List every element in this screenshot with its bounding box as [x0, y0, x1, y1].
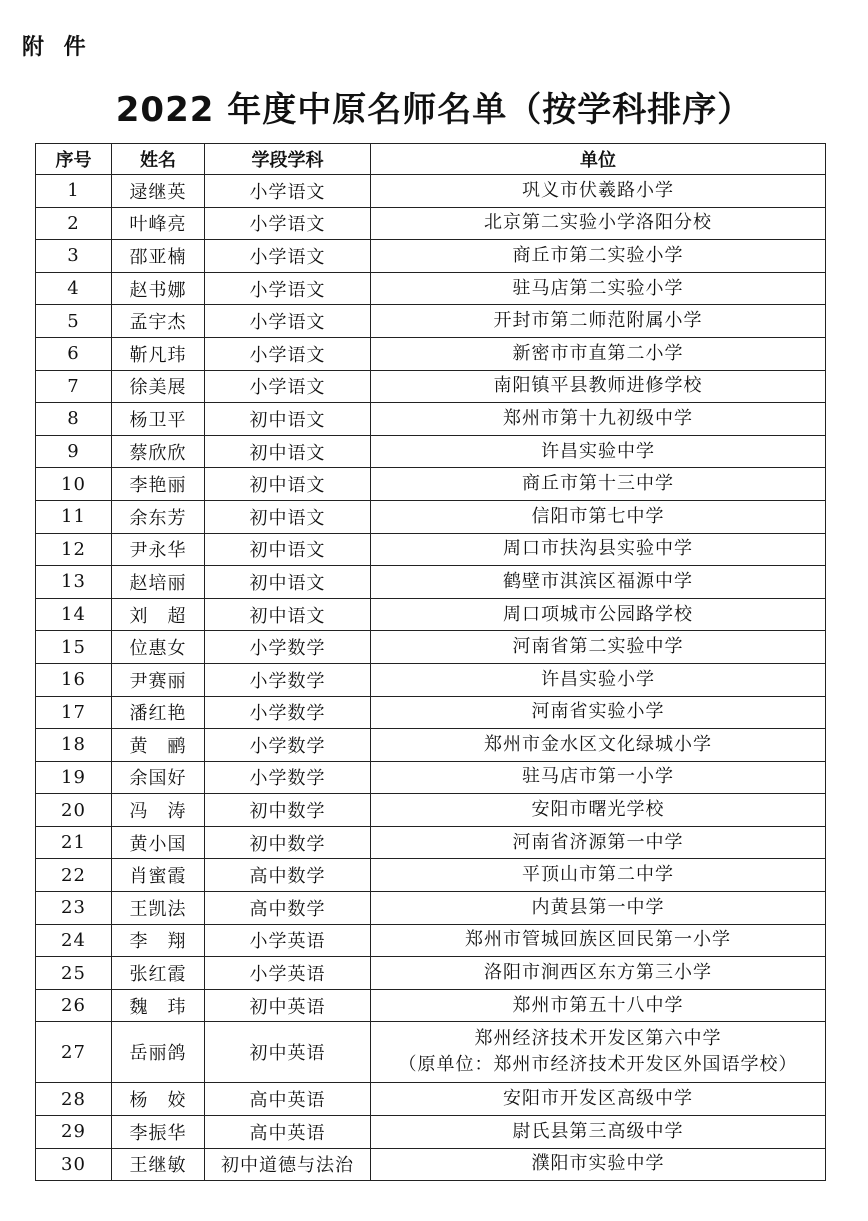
unit-cell: [371, 1116, 826, 1149]
unit-cell: [371, 729, 826, 762]
table-row: [36, 989, 826, 1022]
table-row: [36, 598, 826, 631]
teacher-name-cell: 赵培丽: [112, 566, 205, 599]
teacher-name-cell: 魏 玮: [112, 989, 205, 1022]
subject-cell: 高中数学: [205, 892, 371, 925]
unit-cell: [371, 1083, 826, 1116]
unit-cell: [371, 500, 826, 533]
unit-cell: [371, 370, 826, 403]
unit-cell: [371, 794, 826, 827]
row-number-cell: 22: [36, 859, 112, 892]
unit-line: 郑州市第五十八中学: [512, 994, 684, 1016]
row-number-cell: 8: [36, 403, 112, 436]
unit-cell: [371, 175, 826, 208]
subject-cell: 小学语文: [205, 272, 371, 305]
unit-line: 商丘市第二实验小学: [512, 244, 684, 266]
unit-line: 商丘市第十三中学: [522, 473, 674, 495]
unit-cell: [371, 207, 826, 240]
row-number-cell: 16: [36, 663, 112, 696]
table-row: [36, 500, 826, 533]
unit-line: 郑州市管城回族区回民第一小学: [465, 929, 731, 951]
table-row: [36, 696, 826, 729]
row-number-cell: 7: [36, 370, 112, 403]
teacher-name-cell: 叶峰亮: [112, 207, 205, 240]
teacher-name-cell: 徐美展: [112, 370, 205, 403]
table-row: [36, 729, 826, 762]
subject-cell: 小学语文: [205, 207, 371, 240]
row-number-cell: 6: [36, 337, 112, 370]
row-number-cell: 23: [36, 892, 112, 925]
unit-line: 南阳镇平县教师进修学校: [493, 375, 703, 397]
unit-line: 郑州市金水区文化绿城小学: [484, 733, 712, 755]
teacher-name-cell: 刘 超: [112, 598, 205, 631]
unit-cell: [371, 240, 826, 273]
table-row: [36, 631, 826, 664]
table-row: [36, 1022, 826, 1083]
subject-cell: 小学数学: [205, 631, 371, 664]
row-number-cell: 5: [36, 305, 112, 338]
row-number-cell: 25: [36, 957, 112, 990]
unit-line: 平顶山市第二中学: [522, 864, 674, 886]
row-number-cell: 21: [36, 826, 112, 859]
table-row: [36, 403, 826, 436]
table-row: [36, 859, 826, 892]
unit-cell: [371, 435, 826, 468]
table-row: [36, 892, 826, 925]
table-row: [36, 175, 826, 208]
unit-line: 郑州市第十九初级中学: [503, 407, 693, 429]
row-number-cell: 12: [36, 533, 112, 566]
row-number-cell: 24: [36, 924, 112, 957]
unit-line: 开封市第二师范附属小学: [493, 310, 703, 332]
subject-cell: 初中英语: [205, 989, 371, 1022]
unit-cell: [371, 337, 826, 370]
subject-cell: 小学语文: [205, 240, 371, 273]
table-body: [36, 175, 826, 1181]
teacher-name-cell: 李振华: [112, 1116, 205, 1149]
unit-line: 巩义市伏羲路小学: [522, 179, 674, 201]
row-number-cell: 19: [36, 761, 112, 794]
unit-line: （原单位：郑州市经济技术开发区外国语学校）: [398, 1054, 798, 1076]
teacher-name-cell: 尹永华: [112, 533, 205, 566]
table-row: [36, 240, 826, 273]
subject-cell: 小学语文: [205, 337, 371, 370]
teacher-name-cell: 蔡欣欣: [112, 435, 205, 468]
row-number-cell: 20: [36, 794, 112, 827]
unit-line: 内黄县第一中学: [531, 896, 665, 918]
subject-cell: 小学数学: [205, 761, 371, 794]
unit-line: 安阳市开发区高级中学: [503, 1088, 693, 1110]
row-number-cell: 11: [36, 500, 112, 533]
subject-cell: 高中英语: [205, 1116, 371, 1149]
teacher-name-cell: 王继敏: [112, 1148, 205, 1181]
table-row: [36, 305, 826, 338]
subject-cell: 初中语文: [205, 468, 371, 501]
unit-cell: [371, 1148, 826, 1181]
unit-cell: [371, 826, 826, 859]
unit-line: 驻马店第二实验小学: [512, 277, 684, 299]
row-number-cell: 14: [36, 598, 112, 631]
teacher-name-cell: 李 翔: [112, 924, 205, 957]
teacher-name-cell: 位惠女: [112, 631, 205, 664]
teacher-name-cell: 肖蜜霞: [112, 859, 205, 892]
unit-cell: [371, 859, 826, 892]
table-row: [36, 370, 826, 403]
teacher-name-cell: 余国好: [112, 761, 205, 794]
unit-cell: [371, 272, 826, 305]
teacher-name-cell: 杨 姣: [112, 1083, 205, 1116]
unit-line: 新密市市直第二小学: [512, 342, 684, 364]
row-number-cell: 10: [36, 468, 112, 501]
subject-cell: 初中数学: [205, 794, 371, 827]
teacher-name-cell: 杨卫平: [112, 403, 205, 436]
subject-cell: 初中英语: [205, 1022, 371, 1083]
subject-cell: 小学英语: [205, 924, 371, 957]
subject-cell: 小学语文: [205, 175, 371, 208]
unit-line: 郑州经济技术开发区第六中学: [474, 1028, 722, 1050]
subject-cell: 小学语文: [205, 305, 371, 338]
table-row: [36, 207, 826, 240]
teacher-name-cell: 王凯法: [112, 892, 205, 925]
unit-line: 周口市扶沟县实验中学: [503, 538, 693, 560]
unit-line: 周口项城市公园路学校: [503, 603, 693, 625]
column-header-name: 姓名: [112, 144, 205, 175]
teacher-name-cell: 赵书娜: [112, 272, 205, 305]
unit-line: 驻马店市第一小学: [522, 766, 674, 788]
unit-cell: [371, 924, 826, 957]
teacher-name-cell: 逯继英: [112, 175, 205, 208]
row-number-cell: 3: [36, 240, 112, 273]
teacher-name-cell: 张红霞: [112, 957, 205, 990]
column-header-number: 序号: [36, 144, 112, 175]
table-header-row: [36, 144, 826, 175]
row-number-cell: 27: [36, 1022, 112, 1083]
row-number-cell: 1: [36, 175, 112, 208]
unit-line: 安阳市曙光学校: [531, 799, 665, 821]
unit-cell: [371, 533, 826, 566]
row-number-cell: 17: [36, 696, 112, 729]
row-number-cell: 15: [36, 631, 112, 664]
teacher-name-cell: 黄 鹂: [112, 729, 205, 762]
table-row: [36, 468, 826, 501]
teacher-name-cell: 岳丽鸽: [112, 1022, 205, 1083]
teacher-name-cell: 邵亚楠: [112, 240, 205, 273]
subject-cell: 初中数学: [205, 826, 371, 859]
subject-cell: 小学数学: [205, 729, 371, 762]
row-number-cell: 26: [36, 989, 112, 1022]
table-row: [36, 924, 826, 957]
teacher-roster-table: [35, 143, 826, 1181]
subject-cell: 高中英语: [205, 1083, 371, 1116]
subject-cell: 初中语文: [205, 598, 371, 631]
table-row: [36, 761, 826, 794]
unit-line: 濮阳市实验中学: [531, 1153, 665, 1175]
subject-cell: 初中道德与法治: [205, 1148, 371, 1181]
unit-cell: [371, 1022, 826, 1083]
unit-cell: [371, 989, 826, 1022]
document-title: 2022 年度中原名师名单（按学科排序）: [115, 90, 753, 130]
unit-line: 尉氏县第三高级中学: [512, 1120, 684, 1142]
subject-cell: 小学语文: [205, 370, 371, 403]
unit-line: 鹤壁市淇滨区福源中学: [503, 570, 693, 592]
table-row: [36, 533, 826, 566]
unit-cell: [371, 761, 826, 794]
row-number-cell: 9: [36, 435, 112, 468]
teacher-name-cell: 黄小国: [112, 826, 205, 859]
unit-cell: [371, 631, 826, 664]
table-row: [36, 957, 826, 990]
table-row: [36, 826, 826, 859]
teacher-name-cell: 潘红艳: [112, 696, 205, 729]
unit-line: 北京第二实验小学洛阳分校: [484, 212, 712, 234]
unit-line: 信阳市第七中学: [531, 505, 665, 527]
subject-cell: 小学英语: [205, 957, 371, 990]
row-number-cell: 4: [36, 272, 112, 305]
subject-cell: 初中语文: [205, 403, 371, 436]
table-row: [36, 272, 826, 305]
teacher-name-cell: 冯 涛: [112, 794, 205, 827]
unit-line: 洛阳市涧西区东方第三小学: [484, 962, 712, 984]
table-row: [36, 663, 826, 696]
table-row: [36, 337, 826, 370]
table-row: [36, 1083, 826, 1116]
teacher-name-cell: 余东芳: [112, 500, 205, 533]
row-number-cell: 28: [36, 1083, 112, 1116]
unit-cell: [371, 598, 826, 631]
unit-cell: [371, 468, 826, 501]
unit-cell: [371, 566, 826, 599]
subject-cell: 小学数学: [205, 696, 371, 729]
unit-cell: [371, 696, 826, 729]
row-number-cell: 2: [36, 207, 112, 240]
table-row: [36, 1148, 826, 1181]
row-number-cell: 18: [36, 729, 112, 762]
table-row: [36, 1116, 826, 1149]
attachment-label: 附 件: [22, 35, 92, 60]
table-row: [36, 794, 826, 827]
unit-line: 河南省实验小学: [531, 701, 665, 723]
unit-line: 河南省第二实验中学: [512, 636, 684, 658]
unit-line: 许昌实验小学: [541, 668, 655, 690]
column-header-unit: 单位: [371, 144, 826, 175]
subject-cell: 初中语文: [205, 500, 371, 533]
unit-cell: [371, 892, 826, 925]
table-row: [36, 435, 826, 468]
subject-cell: 小学数学: [205, 663, 371, 696]
unit-cell: [371, 663, 826, 696]
row-number-cell: 29: [36, 1116, 112, 1149]
column-header-subject: 学段学科: [205, 144, 371, 175]
teacher-name-cell: 孟宇杰: [112, 305, 205, 338]
subject-cell: 初中语文: [205, 435, 371, 468]
subject-cell: 高中数学: [205, 859, 371, 892]
subject-cell: 初中语文: [205, 533, 371, 566]
teacher-name-cell: 李艳丽: [112, 468, 205, 501]
teacher-name-cell: 尹赛丽: [112, 663, 205, 696]
unit-line: 许昌实验中学: [541, 440, 655, 462]
unit-cell: [371, 957, 826, 990]
unit-cell: [371, 403, 826, 436]
row-number-cell: 13: [36, 566, 112, 599]
unit-cell: [371, 305, 826, 338]
row-number-cell: 30: [36, 1148, 112, 1181]
subject-cell: 初中语文: [205, 566, 371, 599]
unit-line: 河南省济源第一中学: [512, 831, 684, 853]
teacher-name-cell: 靳凡玮: [112, 337, 205, 370]
table-row: [36, 566, 826, 599]
